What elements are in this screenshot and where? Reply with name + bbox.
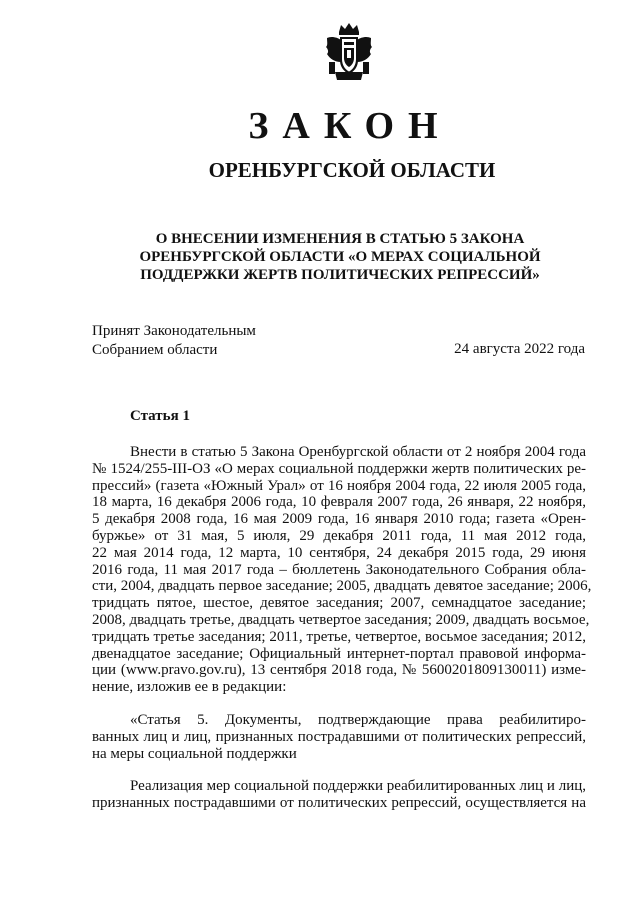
paragraph-line: нение, изложив ее в редакции:	[92, 679, 287, 696]
region-heading: ОРЕНБУРГСКОЙ ОБЛАСТИ	[208, 158, 496, 182]
paragraph-line: 2016 года, 11 мая 2017 года – бюллетень Законодательного Собрания обла-	[92, 561, 586, 578]
law-title-line: ОРЕНБУРГСКОЙ ОБЛАСТИ «О МЕРАХ СОЦИАЛЬНОЙ	[139, 249, 541, 265]
paragraph-line: тридцать пятое, шестое, девятое заседания; 2007, семнадцатое заседание;	[92, 595, 586, 612]
paragraph-line: Реализация мер социальной поддержки реабилитированных лиц и лиц,	[130, 778, 586, 794]
paragraph-line: 5 декабря 2008 года, 16 мая 2009 года, 16 января 2010 года; газета «Орен-	[92, 511, 586, 528]
paragraph-line: «Статья 5. Документы, подтверждающие права реабилитиро-	[130, 712, 586, 728]
adoption-note	[92, 322, 256, 359]
paragraph-line: признанных пострадавшими от политических репрессий, осуществляется на	[92, 794, 586, 811]
paragraph-line: буржье» от 31 мая, 5 июля, 29 декабря 2011 года, 11 мая 2012 года,	[92, 527, 586, 544]
article-paragraph-1	[92, 444, 592, 696]
paragraph-line: сти, 2004, двадцать первое заседание; 2005, двадцать девятое заседание; 2006,	[92, 578, 592, 595]
paragraph-line: № 1524/255-III-ОЗ «О мерах социальной поддержки жертв политических ре-	[92, 460, 586, 477]
paragraph-line: Внести в статью 5 Закона Оренбургской области от 2 ноября 2004 года	[130, 444, 586, 460]
law-title-line: О ВНЕСЕНИИ ИЗМЕНЕНИЯ В СТАТЬЮ 5 ЗАКОНА	[155, 231, 525, 247]
paragraph-line: 2008, двадцать третье, двадцать четвертое заседания; 2009, двадцать восьмое,	[92, 611, 590, 628]
paragraph-line: двенадцатое заседание; Официальный интернет-портал правовой информа-	[92, 645, 586, 662]
paragraph-line: на меры социальной поддержки	[92, 745, 297, 762]
paragraph-line: тридцать третье заседания; 2011, третье, четвертое, восьмое заседания; 2012,	[92, 628, 586, 645]
paragraph-line: прессий» (газета «Южный Урал» от 16 ноября 2004 года, 22 июля 2005 года,	[92, 477, 586, 494]
coat-of-arms-emblem	[323, 22, 375, 82]
adoption-date: 24 августа 2022 года	[454, 341, 585, 357]
paragraph-line: ции (www.pravo.gov.ru), 13 сентября 2018 года, № 5600201809130011) изме-	[92, 662, 586, 679]
paragraph-line: 22 мая 2014 года, 12 марта, 10 сентября, 24 декабря 2015 года, 29 июня	[92, 544, 586, 561]
article-paragraph-2	[92, 712, 586, 762]
law-title-line: ПОДДЕРЖКИ ЖЕРТВ ПОЛИТИЧЕСКИХ РЕПРЕССИЙ»	[140, 267, 540, 283]
adoption-line: Собранием области	[92, 341, 218, 358]
law-title	[120, 230, 560, 284]
article-heading: Статья 1	[130, 408, 190, 424]
document-type-heading: ЗАКОН	[248, 105, 452, 147]
adoption-line: Принят Законодательным	[92, 323, 256, 339]
article-paragraph-3	[92, 778, 586, 812]
paragraph-line: 18 марта, 16 декабря 2006 года, 10 февраля 2007 года, 26 января, 22 ноября,	[92, 494, 586, 511]
paragraph-line: ванных лиц и лиц, признанных пострадавшими от политических репрессий,	[92, 728, 586, 745]
